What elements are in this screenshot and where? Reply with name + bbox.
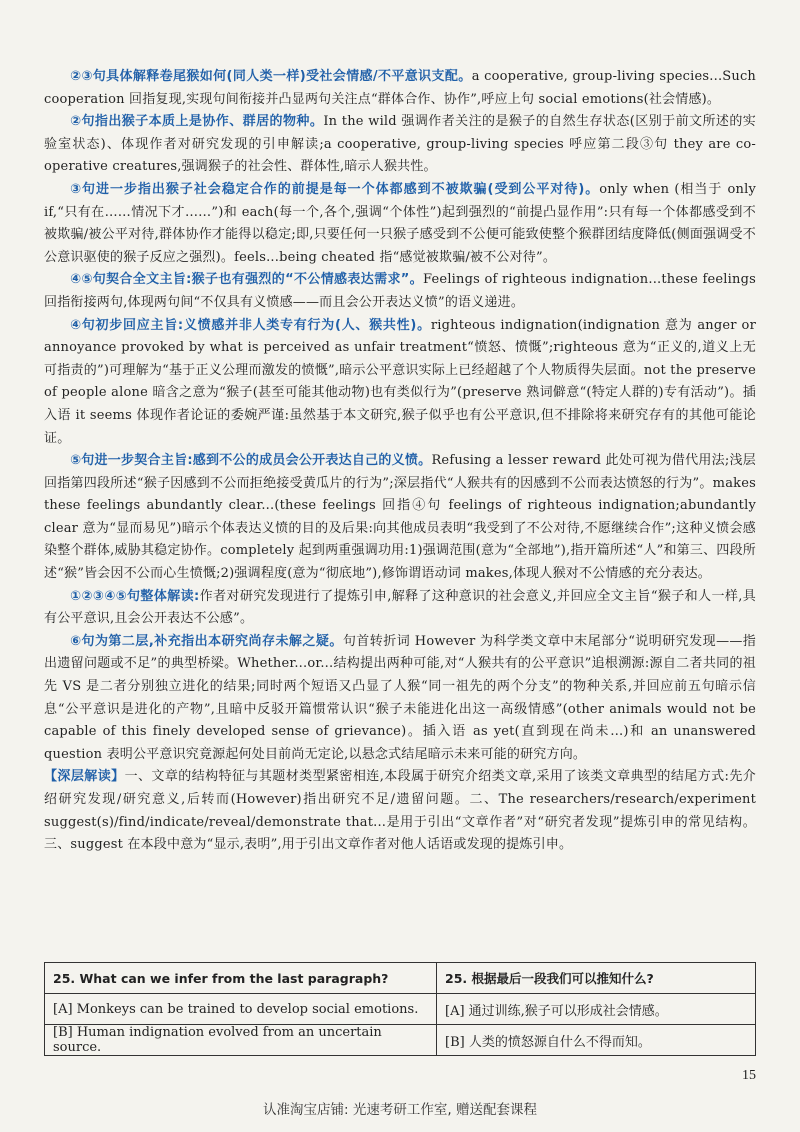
question-header-row [45, 963, 756, 994]
paragraph-text: Feelings of righteous indignation...these feelings 回指衔接两句,体现两句间“不仅具有义愤感——而且会公开表达义愤”的语义递进。 [44, 272, 756, 310]
option-row [45, 1025, 756, 1056]
paragraph-heading: ④句初步回应主旨:义愤感并非人类专有行为(人、猴共性)。 [70, 317, 431, 333]
paragraph-text: righteous indignation(indignation 意为 anger or annoyance provoked by what is perceived as unfair treatment“愤怒、愤慨”;righteous 意为“正义的,道义上无可指责的”)可理解为“基于正义公理而激发的愤慨”,暗示公平意识实际上已经超越了个人物质得失层面。not the preserve of people alone 暗含之意为“猴子(甚至可能其他动物)也有类似行为”(preserve 熟词僻意“(特定人群的)专有活动”)。插入语 it seems 体现作者论证的委婉严谨:虽然基于本文研究,猴子似乎也有公平意识,但不排除将来研究存有的其他可能论证。 [44, 317, 756, 446]
option-b-zh: [B] 人类的愤怒源自什么不得而知。 [437, 1025, 756, 1056]
paragraph-text: 句首转折词 However 为科学类文章中末尾部分“说明研究发现——指出遗留问题或不足”的典型桥梁。Whether...or...结构提出两种可能,对“人猴共有的公平意识”追根溯源:源自二者共同的祖先 VS 是二者分别独立进化的结果;同时两个短语又凸显了人猴“同一祖先的两个分支”的物种关系,并回应前五句暗示信息“公平意识是进化的产物”,且暗中反驳开篇惯常认识“猴子未能进化出这一高级情感”(other animals would not be capable of this finely developed sense of grievance)。插入语 as yet(直到现在尚未…)和 an unanswered question 表明公平意识究竟源起何处目前尚无定论,以悬念式结尾暗示未来可能的研究方向。 [44, 633, 756, 762]
analysis-paragraph [44, 66, 756, 111]
paragraph-heading: ④⑤句契合全文主旨:猴子也有强烈的“不公情感表达需求”。 [70, 272, 424, 288]
paragraph-heading: ⑤句进一步契合主旨:感到不公的成员会公开表达自己的义愤。 [70, 453, 432, 469]
analysis-paragraph [44, 586, 756, 631]
deep-interpretation-tag: 【深层解读】 [44, 769, 125, 785]
question-en: 25. What can we infer from the last paragraph? [45, 963, 437, 994]
paragraph-text: 作者对研究发现进行了提炼引申,解释了这种意识的社会意义,并回应全文主旨“猴子和人一样,具有公平意识,且会公开表达不公感”。 [44, 588, 756, 627]
paragraph-heading: ①②③④⑤句整体解读: [70, 588, 200, 604]
paragraph-text: Refusing a lesser reward 此处可视为借代用法;浅层回指第四段所述“猴子因感到不公而拒绝接受黄瓜片的行为”;深层指代“人猴共有的因感到不公而表达愤怒的行为”。makes these feelings abundantly clear...(these feelings 回指④句 feelings of righteous indignation;abundantly clear 意为“显而易见”)暗示个体表达义愤的目的及后果:向其他成员表明“我受到了不公对待,不愿继续合作”;这种义愤会感染整个群体,威胁其稳定协作。completely 起到两重强调功用:1)强调范围(意为“全部地”),指开篇所述“人”和第三、四段所述“猴”皆会因不公而心生愤慨;2)强调程度(意为“彻底地”),修饰谓语动词 makes,体现人猴对不公情感的充分表达。 [44, 453, 756, 582]
deep-interpretation-text: 一、文章的结构特征与其题材类型紧密相连,本段属于研究介绍类文章,采用了该类文章典型的结尾方式:先介绍研究发现/研究意义,后转而(However)指出研究不足/遗留问题。二、The researchers/research/experiment suggest(s)/find/indicate/reveal/demonstrate that...是用于引出“文章作者”对“研究者发现”提炼引申的常见结构。三、suggest 在本段中意为“显示,表明”,用于引出文章作者对他人话语或发现的提炼引申。 [44, 769, 756, 853]
analysis-paragraph [44, 315, 756, 451]
analysis-paragraph [44, 450, 756, 586]
deep-interpretation [44, 766, 756, 856]
page-number: 15 [742, 1068, 756, 1083]
question-table [44, 962, 756, 1056]
analysis-paragraph [44, 269, 756, 314]
option-a-en: [A] Monkeys can be trained to develop social emotions. [45, 994, 437, 1025]
paragraph-heading: ⑥句为第二层,补充指出本研究尚存未解之疑。 [70, 633, 343, 649]
analysis-paragraph [44, 631, 756, 767]
footer-text: 认准淘宝店铺: 光速考研工作室, 赠送配套课程 [263, 1102, 537, 1118]
paragraph-text: only when (相当于 only if,“只有在……情况下才……”)和 each(每一个,各个,强调“个体性”)起到强烈的“前提凸显作用”:只有每一个体都感受到不被欺骗/被公平对待,群体协作才能得以稳定;即,只要任何一只猴子感受到不公便可能致使整个猴群团结度降低(侧面强调受不公意识驱使的猴子反应之强烈)。feels...being cheated 指“感觉被欺骗/被不公对待”。 [44, 181, 756, 265]
analysis-paragraph [44, 111, 756, 179]
option-a-zh: [A] 通过训练,猴子可以形成社会情感。 [437, 994, 756, 1025]
paragraph-heading: ②③句具体解释卷尾猴如何(同人类一样)受社会情感/不平意识支配。 [70, 69, 472, 84]
paragraph-heading: ③句进一步指出猴子社会稳定合作的前提是每一个体都感到不被欺骗(受到公平对待)。 [70, 181, 600, 197]
analysis-body [44, 66, 756, 857]
paragraph-text: a cooperative, group-living species...Such cooperation 回指复现,实现句间衔接并凸显两句关注点“群体合作、协作”,呼应上句 social emotions(社会情感)。 [44, 69, 757, 107]
paragraph-text: In the wild 强调作者关注的是猴子的自然生存状态(区别于前文所述的实验室状态)、体现作者对研究发现的引申解读;a cooperative, group-living species 呼应第二段③句 they are co-operative creatures,强调猴子的社会性、群体性,暗示人猴共性。 [44, 114, 756, 175]
analysis-paragraph [44, 179, 756, 269]
option-b-en: [B] Human indignation evolved from an uncertain source. [45, 1025, 437, 1056]
question-zh: 25. 根据最后一段我们可以推知什么? [437, 963, 756, 994]
option-row [45, 994, 756, 1025]
paragraph-heading: ②句指出猴子本质上是协作、群居的物种。 [70, 114, 324, 130]
